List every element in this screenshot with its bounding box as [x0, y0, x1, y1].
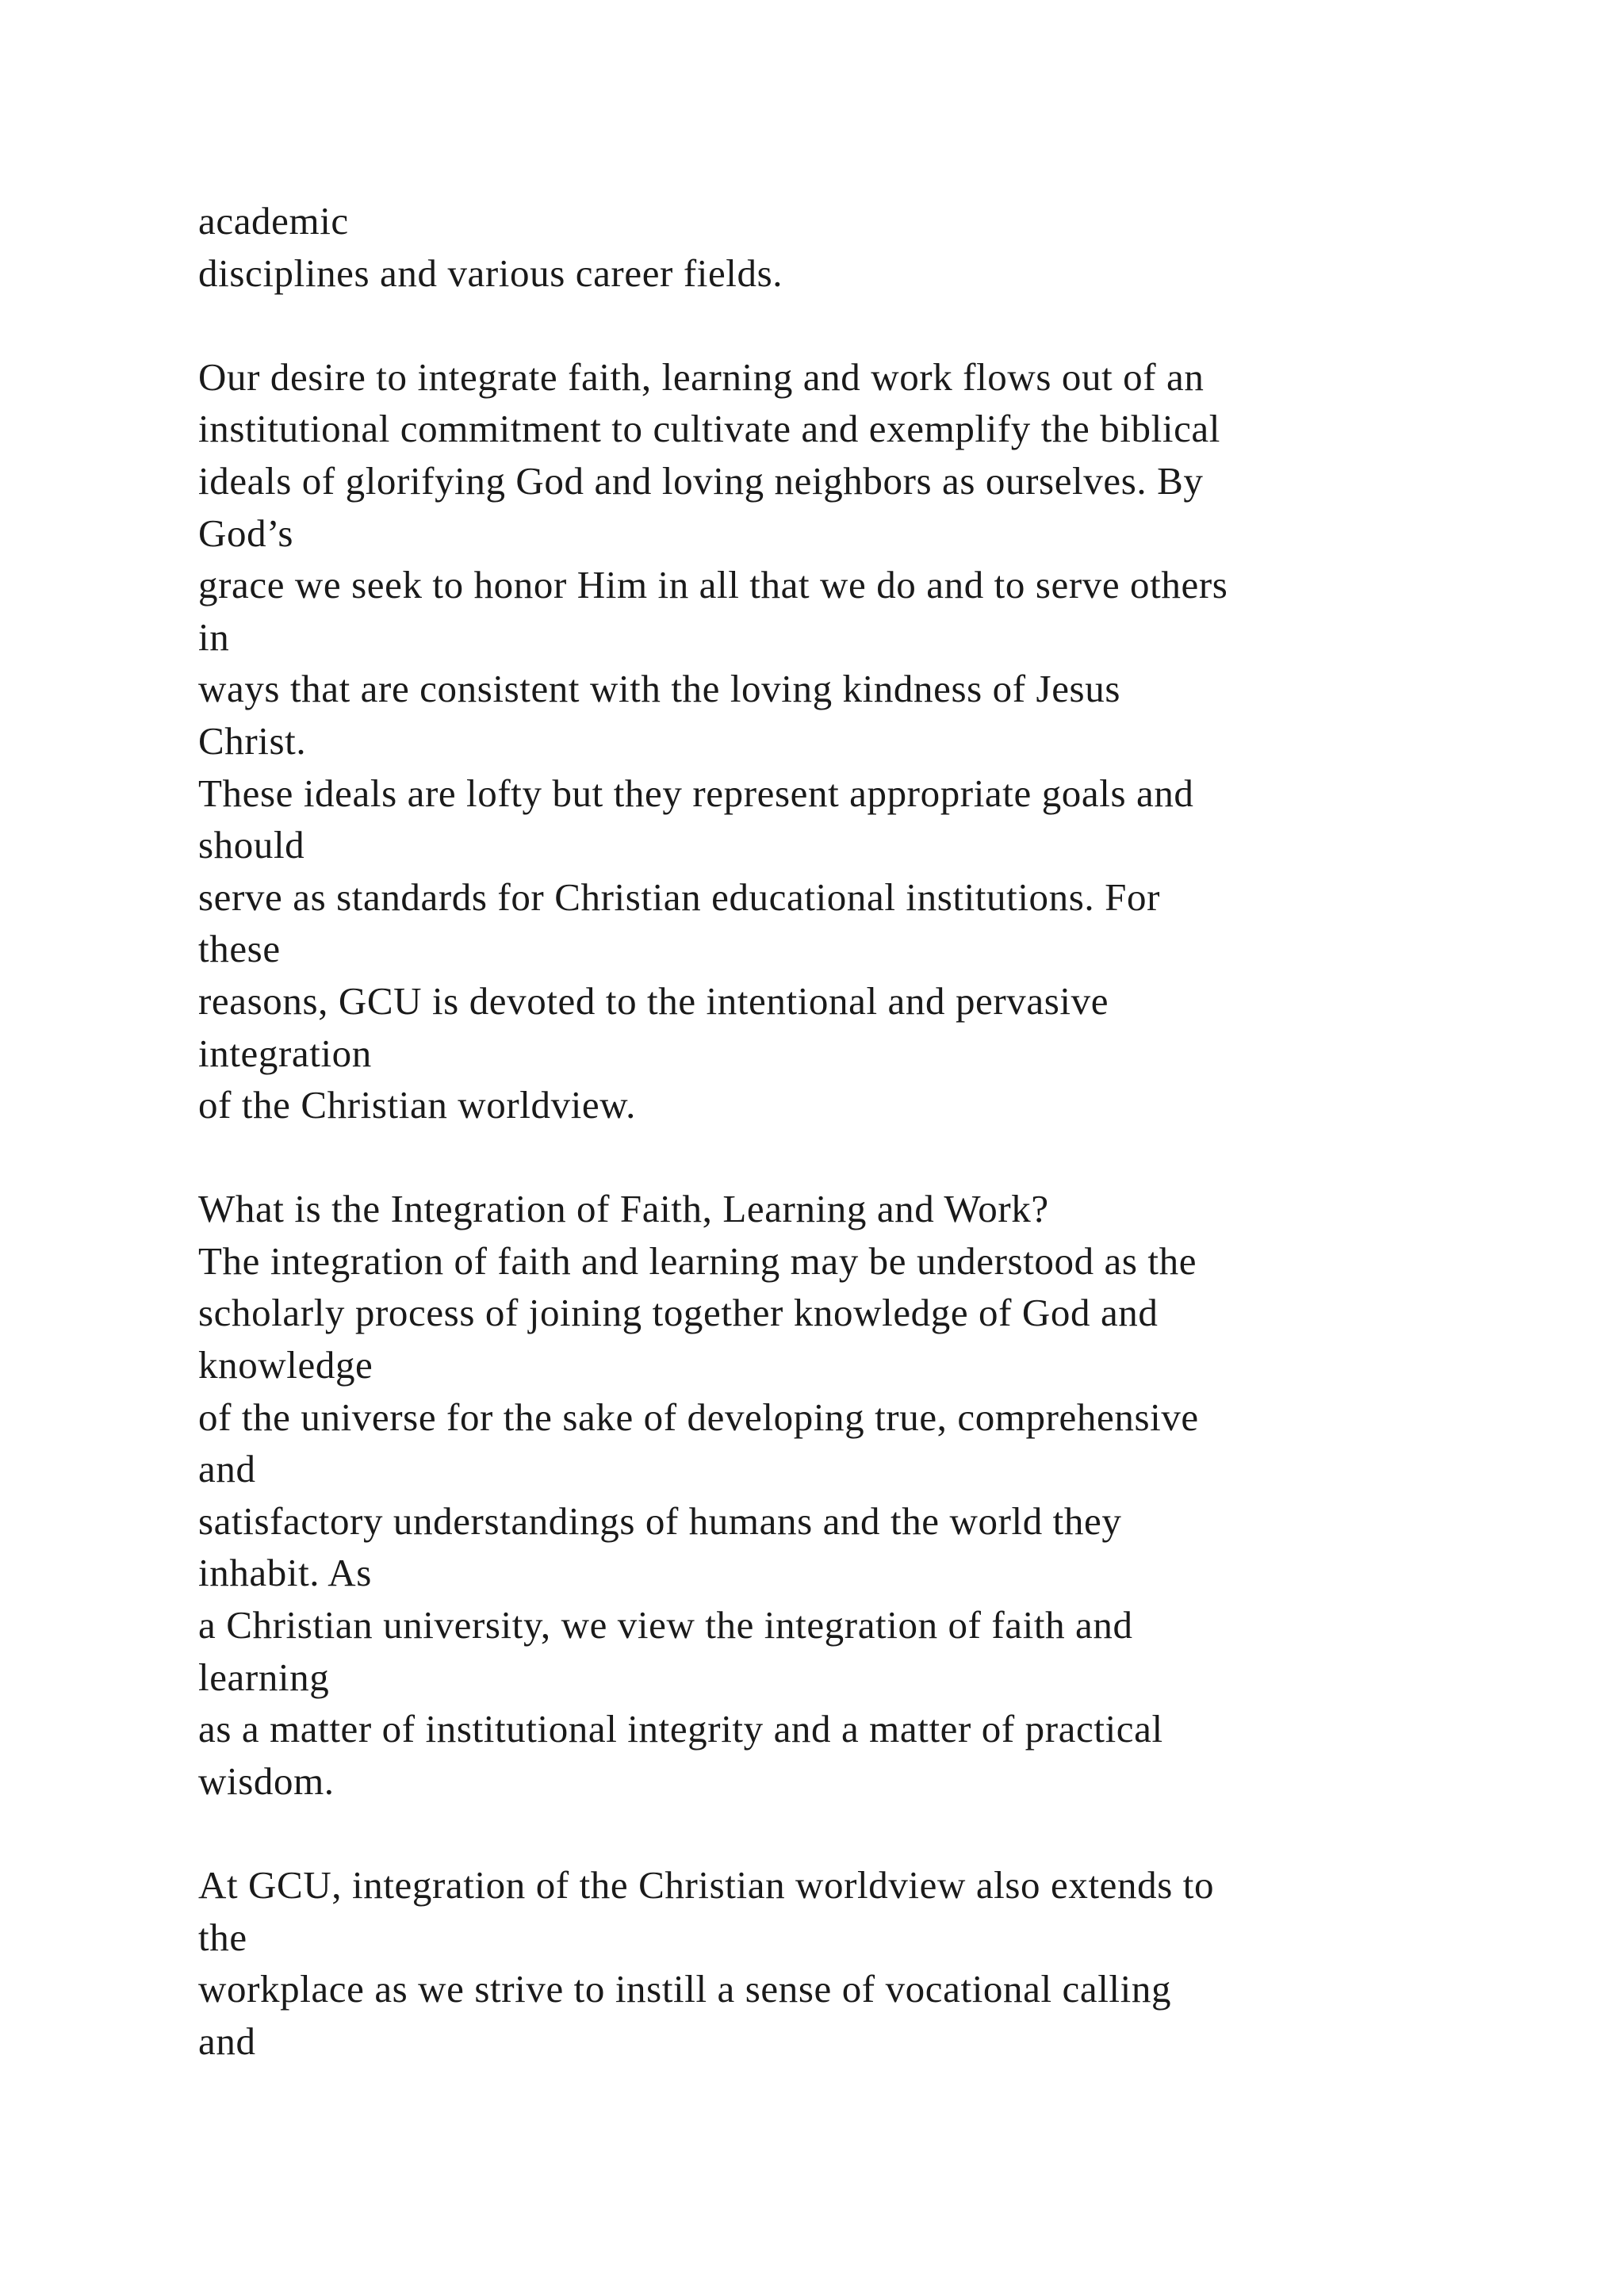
text-line: of the Christian worldview.: [198, 1083, 636, 1127]
paragraph-break: [198, 1131, 1546, 1184]
document-body: [198, 195, 1546, 2067]
text-line: God’s: [198, 511, 294, 555]
text-line: academic: [198, 199, 349, 243]
text-line: workplace as we strive to instill a sense of vocational calling: [198, 1967, 1172, 2011]
text-line: in: [198, 614, 230, 659]
text-line: These ideals are lofty but they represent appropriate goals and: [198, 771, 1194, 815]
text-line: At GCU, integration of the Christian worldview also extends to: [198, 1863, 1215, 1907]
text-line: Our desire to integrate faith, learning and work flows out of an: [198, 354, 1205, 399]
text-line: ways that are consistent with the loving kindness of Jesus: [198, 667, 1120, 711]
text-line: wisdom.: [198, 1758, 335, 1803]
text-line: the: [198, 1915, 247, 1959]
text-line: as a matter of institutional integrity and a matter of practical: [198, 1707, 1163, 1751]
text-line: inhabit. As: [198, 1551, 372, 1595]
text-line: disciplines and various career fields.: [198, 251, 783, 295]
text-line: of the universe for the sake of developing true, comprehensive: [198, 1395, 1199, 1439]
text-line: integration: [198, 1031, 372, 1075]
text-line: knowledge: [198, 1343, 373, 1387]
text-line: ideals of glorifying God and loving neighbors as ourselves. By: [198, 458, 1204, 503]
text-line: a Christian university, we view the integration of faith and: [198, 1603, 1133, 1647]
text-line: institutional commitment to cultivate and exemplify the biblical: [198, 407, 1220, 451]
text-line: serve as standards for Christian educational institutions. For: [198, 874, 1160, 919]
text-line: The integration of faith and learning may be understood as the: [198, 1238, 1197, 1283]
text-line: reasons, GCU is devoted to the intentional and pervasive: [198, 978, 1109, 1023]
paragraph-break: [198, 299, 1546, 351]
section-heading: What is the Integration of Faith, Learning and Work?: [198, 1187, 1049, 1231]
text-line: satisfactory understandings of humans and the world they: [198, 1498, 1122, 1543]
text-line: learning: [198, 1655, 330, 1699]
text-line: scholarly process of joining together knowledge of God and: [198, 1291, 1159, 1335]
text-line: and: [198, 1447, 256, 1491]
text-line: these: [198, 927, 281, 971]
text-line: and: [198, 2019, 256, 2063]
text-line: grace we seek to honor Him in all that we do and to serve others: [198, 563, 1228, 607]
paragraph-break: [198, 1807, 1546, 1859]
text-line: Christ.: [198, 718, 307, 763]
text-line: should: [198, 823, 305, 867]
